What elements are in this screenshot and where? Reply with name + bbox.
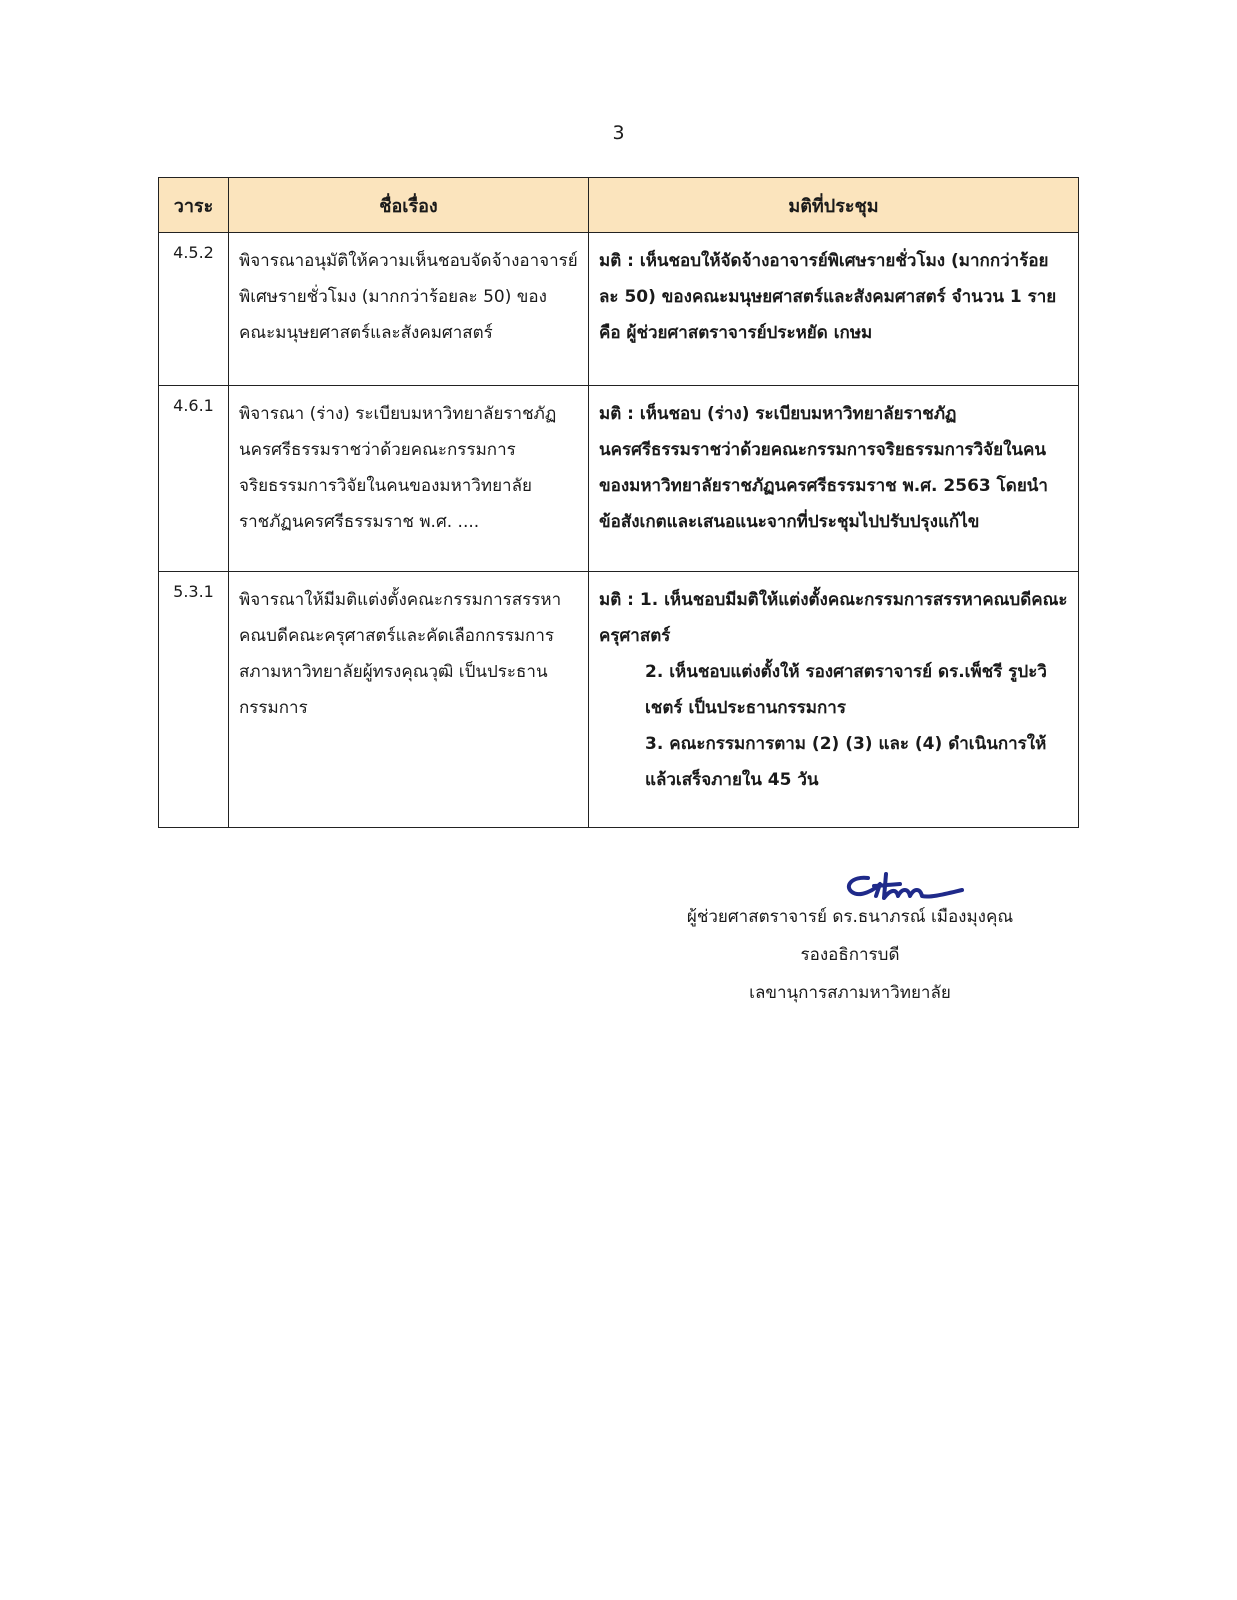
signatory-role: เลขานุการสภามหาวิทยาลัย: [749, 983, 951, 1003]
resolution-line: มติ : เห็นชอบให้จัดจ้างอาจารย์พิเศษรายชั่วโมง (มากกว่าร้อยละ 50) ของคณะมนุษยศาสตร์และสังคมศาสตร์ จำนวน 1 ราย คือ ผู้ช่วยศาสตราจารย์ประหยัด เกษม: [599, 251, 1057, 343]
row-item: 4.6.1: [159, 386, 229, 572]
signature-block: [640, 870, 1060, 1012]
table-row: [159, 386, 1079, 572]
row-resolution: [589, 572, 1079, 828]
resolutions-table: [158, 177, 1079, 828]
row-topic: พิจารณาให้มีมติแต่งตั้งคณะกรรมการสรรหาคณบดีคณะครุศาสตร์และคัดเลือกกรรมการสภามหาวิทยาลัยผู้ทรงคุณวุฒิ เป็นประธานกรรมการ: [229, 572, 589, 828]
row-item: 5.3.1: [159, 572, 229, 828]
table-header-row: [159, 178, 1079, 233]
header-resolution: มติที่ประชุม: [589, 178, 1079, 233]
resolution-line: มติ : 1. เห็นชอบมีมติให้แต่งตั้งคณะกรรมการสรรหาคณบดีคณะครุศาสตร์: [599, 590, 1068, 646]
header-item: วาระ: [159, 178, 229, 233]
table-row: [159, 233, 1079, 386]
resolution-line: มติ : เห็นชอบ (ร่าง) ระเบียบมหาวิทยาลัยราชภัฏนครศรีธรรมราชว่าด้วยคณะกรรมการจริยธรรมการวิจัยในคนของมหาวิทยาลัยราชภัฏนครศรีธรรมราช พ.ศ. 2563 โดยนำข้อสังเกตและเสนอแนะจากที่ประชุมไปปรับปรุงแก้ไข: [599, 404, 1048, 532]
header-topic: ชื่อเรื่อง: [229, 178, 589, 233]
resolution-line: 2. เห็นชอบแต่งตั้งให้ รองศาสตราจารย์ ดร.เพ็ชรี รูปะวิเชตร์ เป็นประธานกรรมการ: [645, 662, 1047, 718]
resolution-line: 3. คณะกรรมการตาม (2) (3) และ (4) ดำเนินการให้แล้วเสร็จภายใน 45 วัน: [645, 734, 1047, 790]
table-row: [159, 572, 1079, 828]
signatory-name: ผู้ช่วยศาสตราจารย์ ดร.ธนาภรณ์ เมืองมุงคุณ: [686, 907, 1014, 927]
row-resolution: [589, 386, 1079, 572]
row-resolution: [589, 233, 1079, 386]
row-topic: พิจารณาอนุมัติให้ความเห็นชอบจัดจ้างอาจารย์พิเศษรายชั่วโมง (มากกว่าร้อยละ 50) ของคณะมนุษยศาสตร์และสังคมศาสตร์: [229, 233, 589, 386]
page-number: 3: [612, 122, 625, 144]
row-item: 4.5.2: [159, 233, 229, 386]
signatory-position: รองอธิการบดี: [800, 945, 900, 965]
row-topic: พิจารณา (ร่าง) ระเบียบมหาวิทยาลัยราชภัฏนครศรีธรรมราชว่าด้วยคณะกรรมการจริยธรรมการวิจัยในคนของมหาวิทยาลัยราชภัฏนครศรีธรรมราช พ.ศ. ....: [229, 386, 589, 572]
